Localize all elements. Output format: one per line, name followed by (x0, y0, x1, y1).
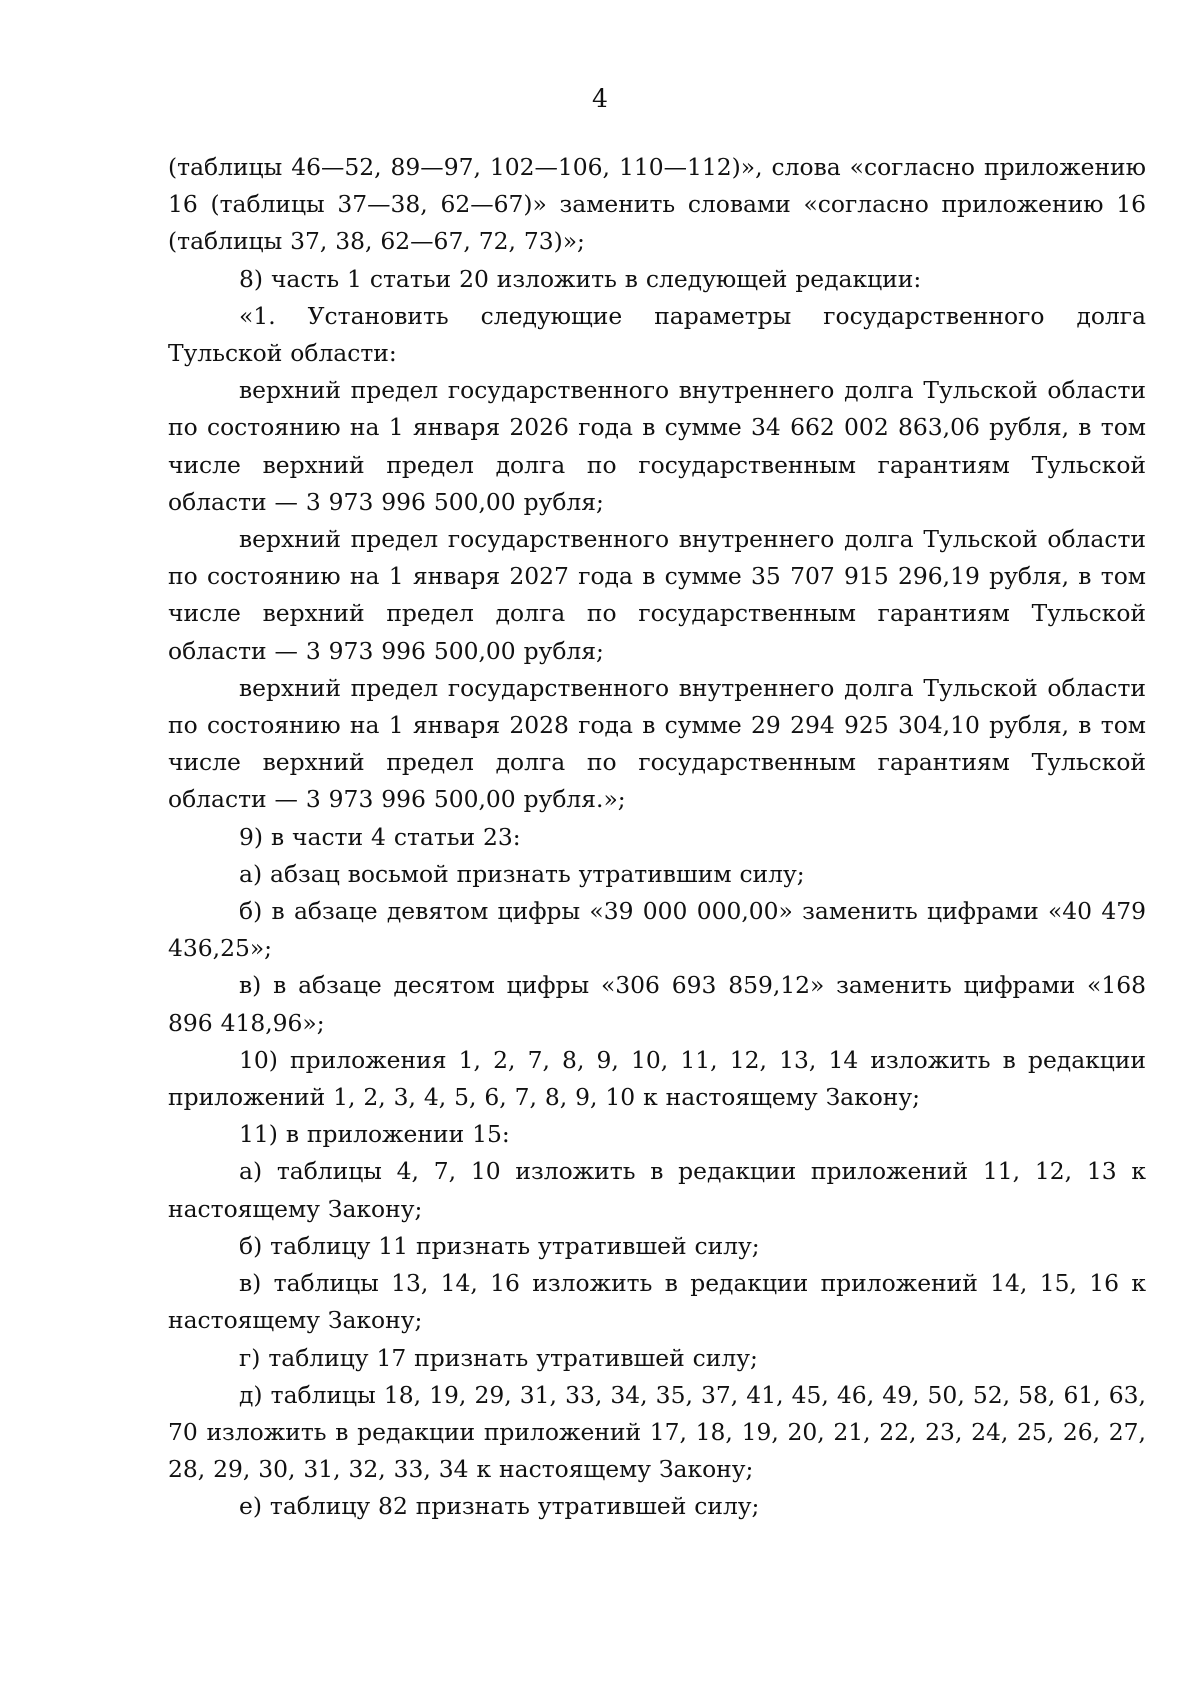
paragraph-item-11a: а) таблицы 4, 7, 10 изложить в редакции приложений 11, 12, 13 к настоящему Закону; (168, 1157, 1146, 1223)
paragraph-item-11d: д) таблицы 18, 19, 29, 31, 33, 34, 35, 37, 41, 45, 46, 49, 50, 52, 58, 61, 63, 70 изложить в редакции приложений 17, 18, 19, 20, 21, 22, 23, 24, 25, 26, 27, 28, 29, 30, 31, 32, 33, 34 к настоящему Закону; (168, 1380, 1146, 1484)
paragraph-debt-limit-2028: верхний предел государственного внутреннего долга Тульской области по состоянию на 1 января 2028 года в сумме 29 294 925 304,10 рубля, в том числе верхний предел долга по государственным гарантиям Тульской области — 3 973 996 500,00 рубля.»; (168, 673, 1146, 814)
paragraph-item-9v: в) в абзаце десятом цифры «306 693 859,12» заменить цифрами «168 896 418,96»; (168, 971, 1146, 1037)
paragraph-item-9b: б) в абзаце девятом цифры «39 000 000,00» заменить цифрами «40 479 436,25»; (168, 897, 1146, 963)
paragraph-debt-limit-2027: верхний предел государственного внутреннего долга Тульской области по состоянию на 1 января 2027 года в сумме 35 707 915 296,19 рубля, в том числе верхний предел долга по государственным гарантиям Тульской области — 3 973 996 500,00 рубля; (168, 525, 1146, 665)
paragraph-item-10: 10) приложения 1, 2, 7, 8, 9, 10, 11, 12, 13, 14 изложить в редакции приложений 1, 2, 3, 4, 5, 6, 7, 8, 9, 10 к настоящему Закону; (168, 1045, 1146, 1112)
paragraph-debt-limit-2026: верхний предел государственного внутреннего долга Тульской области по состоянию на 1 января 2026 года в сумме 34 662 002 863,06 рубля, в том числе верхний предел долга по государственным гарантиям Тульской области — 3 973 996 500,00 рубля; (168, 376, 1146, 516)
paragraph-item-11b: б) таблицу 11 признать утратившей силу; (239, 1231, 760, 1260)
paragraph-item-11e: е) таблицу 82 признать утратившей силу; (239, 1492, 760, 1521)
paragraph-item-11v: в) таблицы 13, 14, 16 изложить в редакции приложений 14, 15, 16 к настоящему Закону; (168, 1269, 1146, 1335)
paragraph-item-9: 9) в части 4 статьи 23: (239, 822, 521, 851)
paragraph-item-9a: а) абзац восьмой признать утратившим силу; (239, 859, 805, 888)
paragraph-item-11g: г) таблицу 17 признать утратившей силу; (239, 1343, 758, 1372)
paragraph-continuation: (таблицы 46—52, 89—97, 102—106, 110—112)», слова «согласно приложению 16 (таблицы 37—38, 62—67)» заменить словами «согласно приложению 16 (таблицы 37, 38, 62—67, 72, 73)»; (168, 153, 1146, 256)
document-body (168, 149, 1146, 1526)
page-number: 4 (592, 84, 608, 113)
paragraph-item-8: 8) часть 1 статьи 20 изложить в следующей редакции: (239, 264, 922, 293)
paragraph-debt-parameters: «1. Установить следующие параметры государственного долга Тульской области: (168, 301, 1146, 368)
paragraph-item-11: 11) в приложении 15: (239, 1120, 510, 1149)
